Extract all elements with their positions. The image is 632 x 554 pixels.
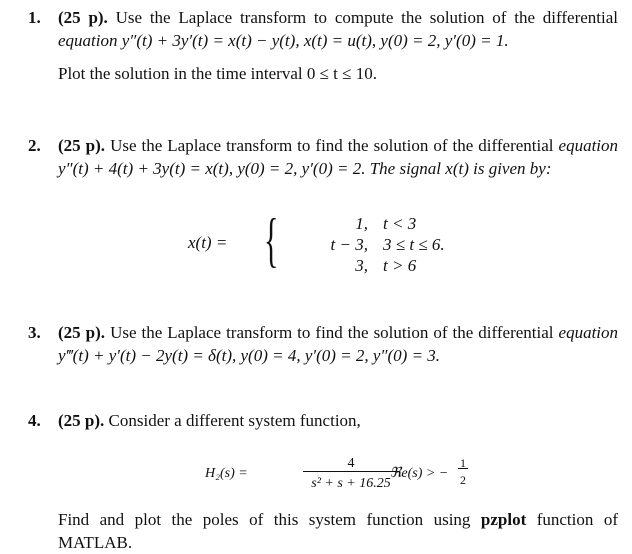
problem-4-statement (28, 409, 618, 432)
problem-1 (28, 6, 618, 85)
problem-3 (28, 321, 618, 367)
problem-number: 1. (28, 8, 41, 27)
fraction-numerator: 4 (347, 456, 355, 471)
piecewise-value: t − 3, (330, 235, 368, 254)
piecewise-value: 1, (355, 214, 368, 233)
instruction-end: function of (536, 510, 618, 529)
problem-4-instruction (28, 508, 618, 554)
piecewise-condition: t < 3 (383, 214, 417, 233)
system-function (205, 452, 465, 492)
instruction-text (28, 508, 618, 554)
piecewise-row (278, 233, 458, 254)
piecewise-condition: 3 ≤ t ≤ 6. (383, 235, 445, 254)
piecewise-row (278, 254, 458, 275)
problem-points: (25 p). (58, 323, 106, 342)
problem-1-statement (28, 6, 618, 52)
problem-points: (25 p). (58, 136, 106, 155)
problem-points: (25 p). (58, 8, 108, 27)
piecewise-row (278, 212, 458, 233)
problem-text: Consider a different system function, (108, 411, 361, 430)
roc-condition: ℜe(s) > − (390, 466, 449, 481)
problem-text: Use the Laplace transform to compute the solution of the differential (115, 8, 618, 27)
equation: equation y″(t) + 3y′(t) = x(t) − y(t), x(t) = u(t), y(0) = 2, y′(0) = 1. (58, 31, 509, 50)
problem-2 (28, 134, 618, 180)
problem-3-statement (28, 321, 618, 367)
left-brace: { (264, 207, 279, 273)
signal-text: x(t) is given by: (445, 159, 552, 178)
pzplot-keyword: pzplot (480, 510, 527, 529)
piecewise-condition: t > 6 (383, 256, 417, 275)
problem-1-instruction: Plot the solution in the time interval 0 ≤ t ≤ 10. (58, 64, 377, 83)
problem-number: 3. (28, 323, 41, 342)
instruction-matlab: MATLAB. (58, 533, 133, 552)
h-label: H₂(s) = (205, 466, 248, 481)
problem-4 (28, 409, 618, 432)
half-denominator: 2 (460, 473, 466, 487)
piecewise-lhs: x(t) = (188, 233, 228, 252)
problem-points: (25 p). (58, 411, 105, 430)
piecewise-function (188, 207, 488, 275)
fraction-denominator: s² + s + 16.25 (311, 476, 391, 491)
problem-text: Use the Laplace transform to find the solution of the differential (110, 323, 554, 342)
problem-2-statement (28, 134, 618, 180)
half-numerator: 1 (460, 456, 466, 470)
problem-number: 2. (28, 136, 41, 155)
problem-text: Use the Laplace transform to find the solution of the differential (110, 136, 554, 155)
instruction-start: Find and plot the poles of this system function using (58, 510, 471, 529)
equation: equation y″(t) + 4(t) + 3y(t) = x(t), y(0) = 2, y′(0) = 2. The signal (58, 136, 619, 178)
piecewise-value: 3, (355, 256, 368, 275)
problem-number: 4. (28, 411, 41, 430)
equation: equation y‴(t) + y′(t) − 2y(t) = δ(t), y(0) = 4, y′(0) = 2, y″(0) = 3. (58, 323, 619, 365)
